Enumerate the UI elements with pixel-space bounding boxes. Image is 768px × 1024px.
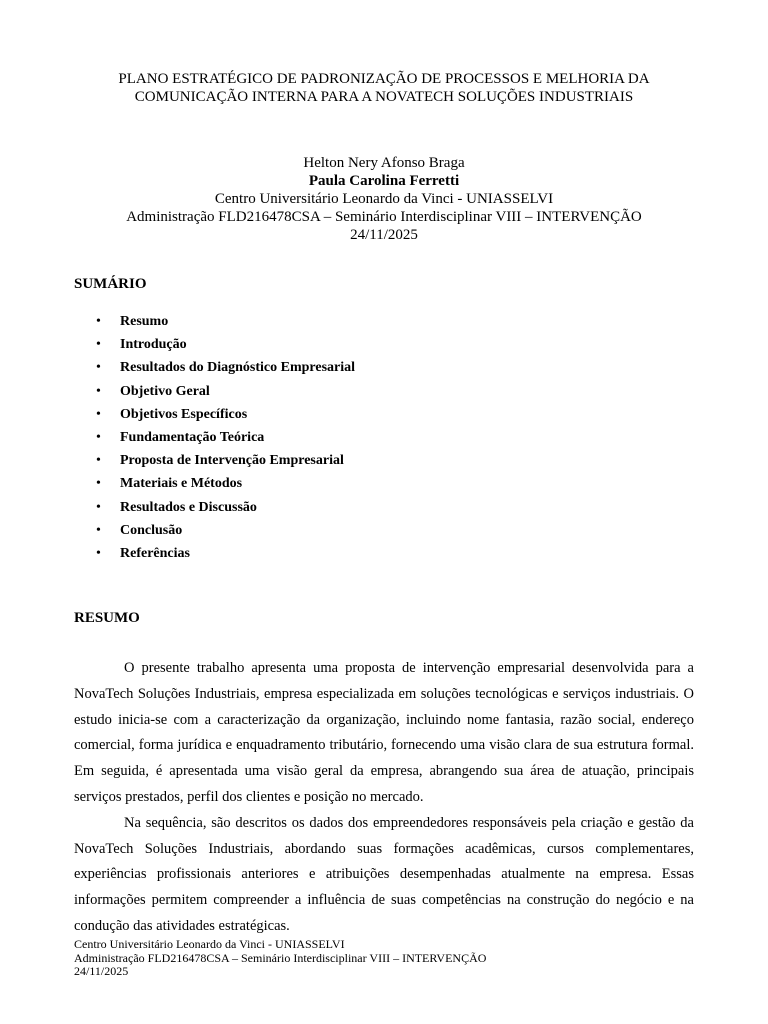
toc-item: [74, 474, 355, 497]
toc-item: [74, 335, 355, 358]
title-line-1: PLANO ESTRATÉGICO DE PADRONIZAÇÃO DE PROCESSOS E MELHORIA DA: [118, 71, 650, 87]
bullet-icon: •: [96, 499, 101, 515]
toc-item-label: Resumo: [120, 314, 169, 329]
bullet-icon: •: [96, 545, 101, 561]
resumo-body: [74, 656, 694, 940]
toc-heading: SUMÁRIO: [74, 276, 147, 292]
toc-item: [74, 498, 355, 521]
toc-item-label: Fundamentação Teórica: [120, 429, 265, 445]
resumo-heading: RESUMO: [74, 610, 140, 626]
toc-item: [74, 521, 355, 544]
bullet-icon: •: [96, 314, 101, 329]
title-line-2: COMUNICAÇÃO INTERNA PARA A NOVATECH SOLUÇÕES INDUSTRIAIS: [134, 89, 634, 105]
resumo-paragraph-1: O presente trabalho apresenta uma proposta de intervenção empresarial desenvolvida para a NovaTech Soluções Industriais, empresa especializada em soluções tecnológicas e serviços industriais. O estudo inicia-se com a caracterização da organização, incluindo nome fantasia, razão social, endereço comercial, forma jurídica e enquadramento tributário, fornecendo uma visão clara de sua estrutura formal. Em seguida, é apresentada uma visão geral da empresa, abrangendo sua área de atuação, principais serviços prestados, perfil dos clientes e posição no mercado.: [74, 660, 694, 805]
toc-item-label: Materiais e Métodos: [120, 476, 243, 492]
bullet-icon: •: [96, 429, 101, 445]
bullet-icon: •: [96, 476, 101, 492]
toc-item-label: Objetivos Específicos: [120, 406, 248, 422]
bullet-icon: •: [96, 522, 101, 538]
author-name-2: Paula Carolina Ferretti: [308, 173, 460, 189]
course-info: Administração FLD216478CSA – Seminário Interdisciplinar VIII – INTERVENÇÃO: [126, 209, 642, 225]
toc-item: [74, 428, 355, 451]
footer-date: 24/11/2025: [74, 964, 129, 978]
document-date: 24/11/2025: [350, 227, 418, 243]
author-block: [74, 154, 694, 244]
toc-item-label: Proposta de Intervenção Empresarial: [120, 453, 344, 469]
bullet-icon: •: [96, 337, 101, 353]
institution-name: Centro Universitário Leonardo da Vinci - UNIASSELVI: [214, 191, 554, 207]
page-footer: [74, 938, 486, 979]
toc-item-label: Resultados e Discussão: [120, 499, 257, 515]
toc-item: [74, 544, 355, 567]
toc-item-label: Referências: [120, 545, 190, 561]
toc-item-label: Objetivo Geral: [120, 383, 210, 399]
toc-item-label: Conclusão: [120, 522, 183, 538]
document-title: [74, 70, 694, 106]
author-name-1: Helton Nery Afonso Braga: [303, 155, 465, 171]
bullet-icon: •: [96, 360, 101, 376]
bullet-icon: •: [96, 406, 101, 422]
bullet-icon: •: [96, 453, 101, 469]
toc-item: [74, 358, 355, 381]
table-of-contents: [74, 312, 355, 567]
bullet-icon: •: [96, 383, 101, 399]
toc-item: [74, 382, 355, 405]
toc-item-label: Resultados do Diagnóstico Empresarial: [120, 360, 356, 376]
toc-item: [74, 312, 355, 335]
resumo-paragraph-2: Na sequência, são descritos os dados dos empreendedores responsáveis pela criação e gestão da NovaTech Soluções Industriais, abordando suas formações acadêmicas, cursos complementares, experiências profissionais anteriores e atribuições desempenhadas atualmente na empresa. Essas informações permitem compreender a influência de suas competências na construção do negócio e na condução das atividades estratégicas.: [74, 814, 694, 934]
footer-institution: Centro Universitário Leonardo da Vinci - UNIASSELVI: [74, 937, 345, 951]
toc-item-label: Introdução: [120, 337, 187, 353]
toc-item: [74, 405, 355, 428]
footer-course: Administração FLD216478CSA – Seminário Interdisciplinar VIII – INTERVENÇÃO: [74, 950, 487, 965]
toc-item: [74, 451, 355, 474]
